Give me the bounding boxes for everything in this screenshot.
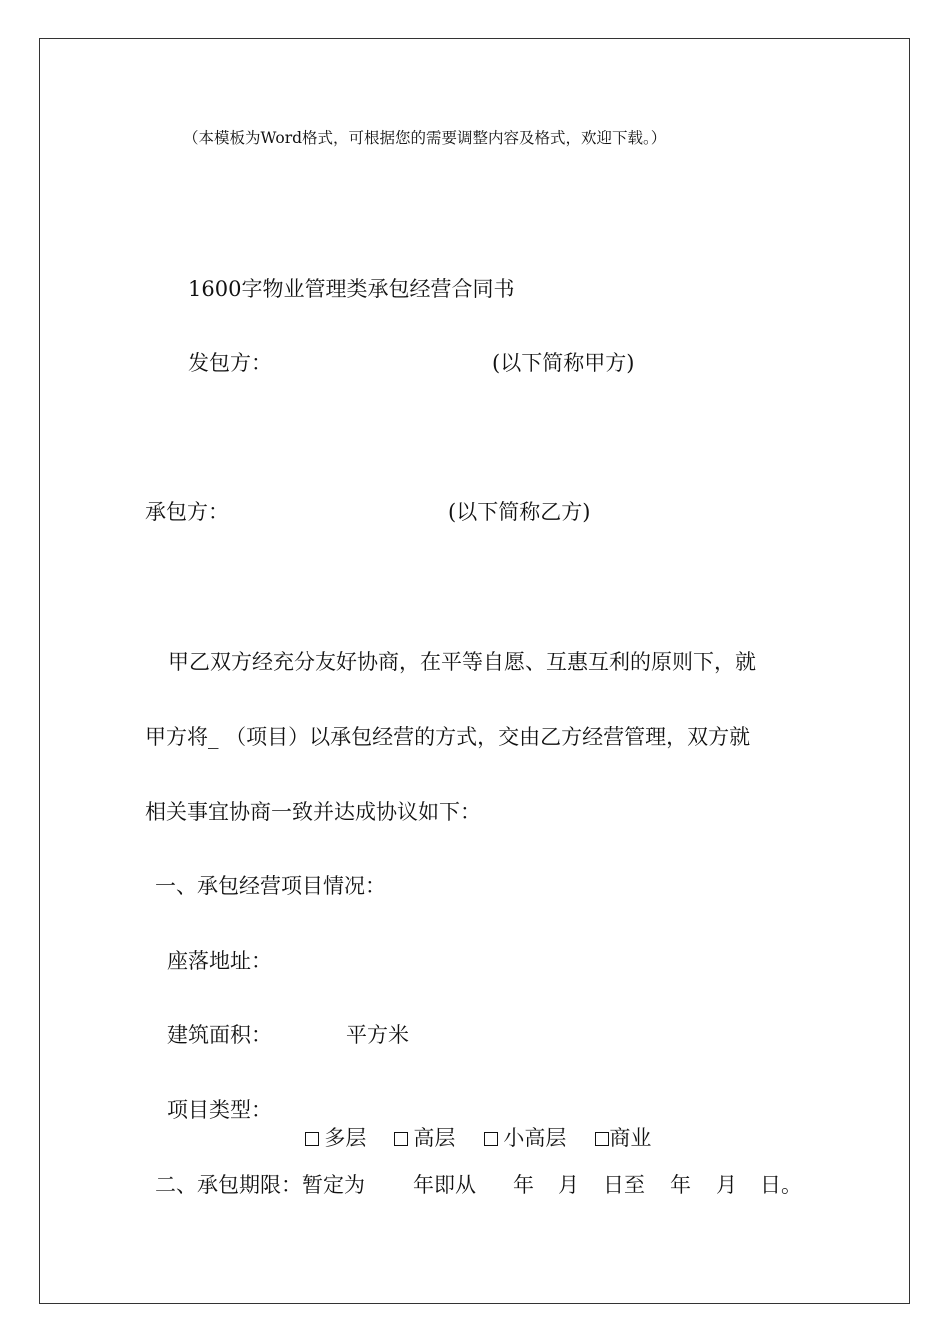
intro-line-3: 相关事宜协商一致并达成协议如下： <box>145 800 481 824</box>
area-label: 建筑面积： <box>167 1023 272 1047</box>
type-label: 项目类型： <box>167 1098 272 1122</box>
type-option-label: 多层 <box>324 1126 367 1150</box>
type-option-label: 小高层 <box>503 1126 567 1150</box>
checkbox-icon[interactable] <box>595 1132 609 1146</box>
type-option-multi-storey[interactable] <box>292 1096 366 1152</box>
type-option-label: 商业 <box>609 1126 652 1150</box>
intro-line-1: 甲乙双方经充分友好协商，在平等自愿、互惠互利的原则下，就 <box>168 650 756 674</box>
type-option-high-rise[interactable] <box>381 1096 455 1152</box>
address-label: 座落地址： <box>167 949 272 973</box>
checkbox-icon[interactable] <box>484 1132 498 1146</box>
template-note: （本模板为Word格式，可根据您的需要调整内容及格式，欢迎下载。） <box>183 129 667 147</box>
checkbox-icon[interactable] <box>394 1132 408 1146</box>
area-unit: 平方米 <box>346 1023 409 1047</box>
document-title: 1600字物业管理类承包经营合同书 <box>188 277 515 301</box>
type-option-mid-high-rise[interactable] <box>471 1096 566 1152</box>
term-end-year: 年 <box>670 1173 691 1197</box>
term-end-month: 月 <box>716 1173 737 1197</box>
checkbox-icon[interactable] <box>305 1132 319 1146</box>
term-end-day: 日。 <box>760 1173 802 1197</box>
term-year-from: 年即从 <box>413 1173 476 1197</box>
term-start-year: 年 <box>513 1173 534 1197</box>
party-b-alias: (以下简称乙方) <box>448 500 591 524</box>
party-a-label: 发包方： <box>188 351 272 375</box>
type-option-commercial[interactable] <box>582 1096 651 1152</box>
term-start-day: 日至 <box>603 1173 645 1197</box>
type-option-label: 高层 <box>413 1126 456 1150</box>
intro-line-2: 甲方将_ （项目）以承包经营的方式，交由乙方经营管理，双方就 <box>145 725 751 749</box>
term-start-month: 月 <box>558 1173 579 1197</box>
party-a-alias: (以下简称甲方) <box>492 351 635 375</box>
section-2-heading: 二、承包期限：暂定为 <box>155 1173 365 1197</box>
party-b-label: 承包方： <box>145 500 229 524</box>
section-1-heading: 一、承包经营项目情况： <box>155 874 386 898</box>
